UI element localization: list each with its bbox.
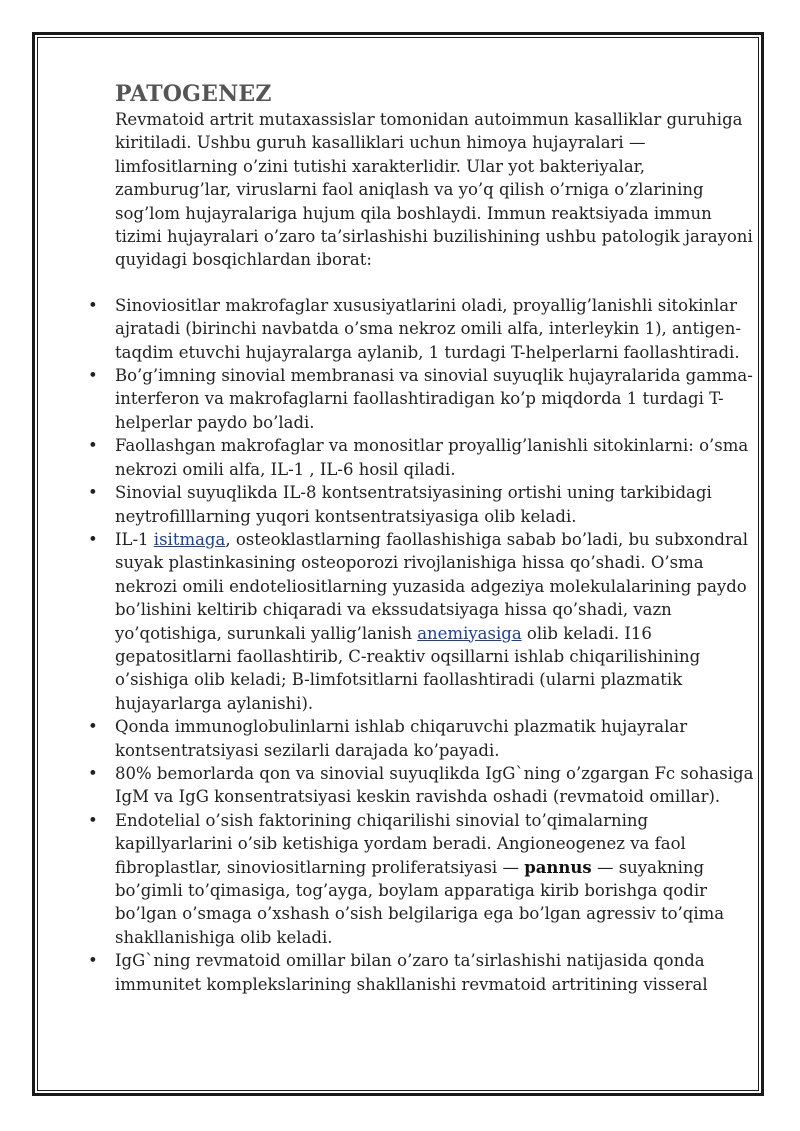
list-item-text: , osteoklastlarning faollashishiga sabab bo’ladi, bu subxondral suyak plastinkasining osteoporozi rivojlanishiga hissa qo’shadi. O’sma nekrozi omili endoteliositlarning yuzasida adgeziya molekulalarining paydo bo’lishini keltirib chiqaradi va ekssudatsiyaga hissa qo’shadi, vazn yo’qotishiga, surunkali yallig’lanish (115, 529, 748, 643)
document-body (115, 80, 755, 996)
list-item-text: IL-1 (115, 529, 154, 549)
list-item: • Faollashgan makrofaglar va monositlar proyallig’lanishli sitokinlarni: o’sma nekrozi omili alfa, IL-1 , IL-6 hosil qiladi. (115, 434, 755, 481)
bold-term-pannus: pannus (524, 857, 592, 877)
list-item: • 80% bemorlarda qon va sinovial suyuqlikda IgG`ning o’zgargan Fc sohasiga IgM va IgG konsentratsiyasi keskin ravishda oshadi (revmatoid omillar). (115, 762, 755, 809)
list-item: • Bo’g’imning sinovial membranasi va sinovial suyuqlik hujayralarida gamma- interferon va makrofaglarni faollashtiradigan ko’p miqdorda 1 turdagi T-helperlar paydo bo’ladi. (115, 364, 755, 434)
list-item (115, 809, 755, 949)
list-item: • IgG`ning revmatoid omillar bilan o’zaro ta’sirlashishi natijasida qonda immunitet komplekslarining shakllanishi revmatoid artritining visseral (115, 949, 755, 996)
link-isitmaga[interactable]: isitmaga (153, 529, 226, 549)
section-heading: PATOGENEZ (115, 81, 272, 107)
list-item-text: — suyakning bo’gimli to’qimasiga, tog’ayga, boylam apparatiga kirib borishga qodir bo’lgan o’smaga o’xshash o’sish belgilariga ega bo’lgan agressiv to’qima shakllanishiga olib keladi. (115, 857, 725, 947)
list-item: • Sinoviositlar makrofaglar xususiyatlarini oladi, proyallig’lanishli sitokinlar ajratadi (birinchi navbatda o’sma nekroz omili alfa, interleykin 1), antigen-taqdim etuvchi hujayralarga aylanib, 1 turdagi T-helperlarni faollashtiradi. (115, 294, 755, 364)
list-item (115, 528, 755, 715)
list-item-text: olib keladi. I16 gepatositlarni faollashtirib, C-reaktiv oqsillarni ishlab chiqarilishining o’sishiga olib keladi; B-limfotsitlarni faollashtiradi (ularni plazmatik hujayarlarga aylanishi). (115, 623, 701, 713)
link-anemiyasiga[interactable]: anemiyasiga (417, 623, 522, 643)
list-item: • Sinovial suyuqlikda IL-8 kontsentratsiyasining ortishi uning tarkibidagi neytrofilllarning yuqori kontsentratsiyasiga olib keladi. (115, 481, 755, 528)
list-item: • Qonda immunoglobulinlarni ishlab chiqaruvchi plazmatik hujayralar kontsentratsiyasi sezilarli darajada ko’payadi. (115, 715, 755, 762)
list-item-text: Endotelial o’sish faktorining chiqarilishi sinovial to’qimalarning kapillyarlarini o’sib ketishiga yordam beradi. Angioneogenez va faol fibroplastlar, sinoviositlarning proliferatsiyasi — (115, 810, 686, 877)
stages-list (115, 294, 755, 996)
intro-paragraph: Revmatoid artrit mutaxassislar tomonidan autoimmun kasalliklar guruhiga kiritiladi. Ushbu guruh kasalliklari uchun himoya hujayralari — limfositlarning o’zini tutishi xarakterlidir. Ular yot bakteriyalar, zamburug’lar, viruslarni faol aniqlash va yo’q qilish o’rniga o’zlarining sog’lom hujayralariga hujum qila boshlaydi. Immun reaktsiyada immun tizimi hujayralari o’zaro ta’sirlashishi buzilishining ushbu patologik jarayoni quyidagi bosqichlardan iborat: (115, 110, 753, 270)
